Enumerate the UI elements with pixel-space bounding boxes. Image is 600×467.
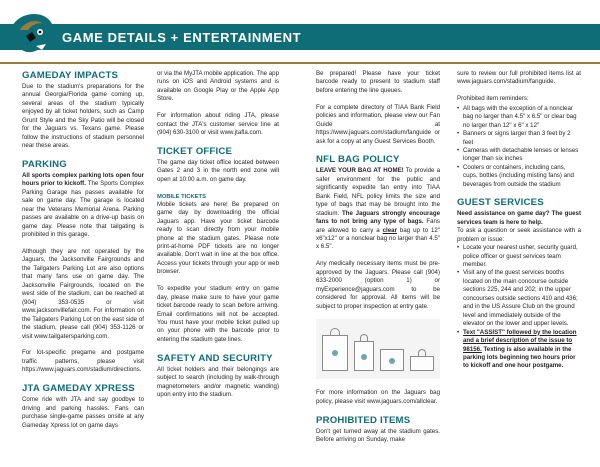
parking-garage-text: The Sports Complex Parking Garage has passes available for sale on game day. The garage is located near the Veterans Memorial Arena. Parking passes are available on a drive-up basis on game day. Please note that tailgating is prohibited in this garage. bbox=[22, 180, 144, 239]
guest-services-intro: Need assistance on game day? The guest services team is here to help. bbox=[457, 210, 581, 226]
list-item: • Locate your nearest usher, security guard, police officer or guest services team member. bbox=[457, 244, 581, 269]
clear-freezer-bag-image bbox=[380, 349, 404, 371]
page-header bbox=[0, 0, 600, 60]
header-divider bbox=[0, 62, 600, 64]
clear-backpack-image bbox=[354, 341, 374, 371]
ticket-office-text: The game day ticket office located between Gates 2 and 3 in the north end zone will open at 10:00 a.m. on game day. bbox=[157, 158, 279, 183]
guest-services-heading: GUEST SERVICES bbox=[457, 197, 544, 209]
jta-xpress-heading: JTA GAMEDAY XPRESS bbox=[22, 383, 135, 395]
nfl-bag-policy-text bbox=[316, 167, 440, 252]
medically-necessary-text: Any medically necessary items must be pre-approved by the Jaguars. Please call (904) 633-2000 (option 1) or myExperience@jaguars.com to be considered for approval. All items will be subject to proper inspection at entry gate. bbox=[316, 260, 440, 310]
gameday-impacts-text: Due to the stadium's preparations for the annual Georgia/Florida game coming up, several areas of the stadium typically enjoyed by all ticket holders, such as Camp Grunt Style and the Sky Patio will be closed for the Jaguars vs. Texans game. Please follow the instructions of stadium personnel near these areas. bbox=[22, 83, 144, 150]
column-3 bbox=[316, 70, 440, 453]
parking-text bbox=[22, 172, 144, 240]
page-title: GAME DETAILS + ENTERTAINMENT bbox=[62, 30, 302, 45]
jta-xpress-text: Come ride with JTA and say goodbye to driving and parking hassles. Fans can purchase single-game passes onsite at any Gameday Xpress lot on game days bbox=[22, 396, 144, 429]
mobile-tickets-heading: MOBILE TICKETS bbox=[157, 193, 206, 200]
safety-security-heading: SAFETY AND SECURITY bbox=[157, 352, 273, 364]
list-item: • Cameras with detachable lenses or lenses longer than six inches bbox=[457, 147, 581, 164]
guest-services-list bbox=[457, 244, 581, 371]
list-item bbox=[457, 329, 581, 371]
clear-word: clear bbox=[382, 226, 397, 234]
parking-heading: PARKING bbox=[22, 159, 67, 171]
prohibited-items-text: Don't get turned away at the stadium gates. Before arriving on Sunday, make bbox=[316, 427, 440, 444]
bag-policy-body: To provide a safer environment for the public and significantly expedite fan entry into TIAA Bank Field, NFL policy limits the size and type of bags that may be brought into the stadium. bbox=[316, 167, 440, 217]
guest-services-text: To ask a question or seek assistance with a problem or issue: bbox=[457, 227, 581, 243]
column-1 bbox=[22, 70, 144, 438]
prohibited-reminders-label: Prohibited item reminders: bbox=[457, 95, 529, 103]
ticket-office-heading: TICKET OFFICE bbox=[157, 145, 233, 157]
leave-bag-note: LEAVE YOUR BAG AT HOME! bbox=[316, 167, 404, 175]
bag-size-text: bag up to 12" x6"x12" or a nonclear bag no larger than 4.5" x 6.5". bbox=[316, 226, 440, 251]
prohibited-items-heading: PROHIBITED ITEMS bbox=[316, 414, 411, 426]
bag-allowance-text: Fans are allowed to carry a bbox=[316, 218, 440, 234]
jta-contact-text: For information about riding JTA, please contact the JTA's customer service line at (904) 630-3100 or visit www.jtafla.com. bbox=[157, 112, 279, 137]
mobile-entry-text: To expedite your stadium entry on game day, please make sure to have your game ticket barcode ready to scan before arriving. Email confirmations will not be accepted. You must have your mobile ticket pulled up on your phone with the barcode prior to entering the stadium gate lines. bbox=[157, 285, 279, 343]
clear-tote-bag-image bbox=[322, 335, 348, 371]
parking-hours-note: All sports complex parking lots open four hours prior to kickoff. bbox=[22, 172, 144, 188]
safety-security-text: All ticket holders and their belongings are subject to search (including by walk-through magnetometers and/or magnetic wanding) upon entry into the stadium. bbox=[157, 365, 279, 399]
mobile-tickets-text: Mobile tickets are here! Be prepared on game day by downloading the official Jaguars app. Have your ticket barcode ready to scan directly from your mobile phone at the stadium gates. Please note print-at-home PDF tickets are no longer available. Don't wait in line at the box office. Access your tickets through your app or web browser. bbox=[157, 200, 279, 276]
list-item: • Coolers or containers, including cans, cups, bottles (including misting fans) and beverages from outside the stadium bbox=[457, 164, 581, 189]
approved-bags-illustration bbox=[316, 319, 440, 379]
prohibited-list-link-text: sure to review our full prohibited items list at www.jaguars.com/stadium/fanguide. bbox=[457, 70, 581, 86]
column-2 bbox=[157, 70, 279, 408]
list-item: • Visit any of the guest services booths located on the main concourse outside sections 225, 244 and 202; in the upper concourses outside sections 410 and 436; and in the US Assure Club on the ground level and immediately outside of the elevator on the lower and upper levels. bbox=[457, 269, 581, 328]
prohibited-items-list bbox=[457, 105, 581, 190]
list-item: • Banners or signs larger than 3 feet by 2 feet bbox=[457, 130, 581, 147]
bag-policy-more-info-text: For more information on the Jaguars bag policy, please visit www.jaguars.com/allclear. bbox=[316, 389, 440, 405]
text-assist-instruction: Text "ASSIST" followed by the location and a brief description of the issue to 98156. bbox=[463, 328, 577, 353]
text-assist-availability: Texting is also available in the parking lots beginning two hours prior to kickoff and one hour postgame. bbox=[463, 345, 576, 370]
list-item: • All bags with the exception of a nonclear bag no larger than 4.5" x 6.5" or clear bag no larger than 12" x 6" x 12" bbox=[457, 105, 581, 130]
be-prepared-text: Be prepared! Please have your ticket barcode ready to present to stadium staff before entering the line queues. bbox=[316, 70, 440, 94]
small-clutch-image bbox=[410, 356, 434, 371]
jaguar-head-logo-icon bbox=[6, 8, 58, 58]
fan-guide-text: For a complete directory of TIAA Bank Field policies and information, please view our Fan Guide at https://www.jaguars.com/stadium/fanguide or ask for a copy at any Guest Services Booth. bbox=[316, 103, 440, 145]
jta-app-text: or via the MyJTA mobile application. The app runs on iOS and Android systems and is available on Google Play or the Apple App Store. bbox=[157, 70, 279, 103]
parking-traffic-text: For lot-specific pregame and postgame traffic patterns, please visit https://www.jaguars.com/stadium/directions. bbox=[22, 349, 144, 374]
column-4 bbox=[457, 70, 581, 377]
gameday-impacts-heading: GAMEDAY IMPACTS bbox=[22, 70, 119, 81]
parking-fairgrounds-text: Although they are not operated by the Jaguars, the Jacksonville Fairgrounds and the Tailgaters Parking Lot are also options that many fans use on game day. The Jacksonville Fairgrounds, located on the west side of the stadium, can be reached at (904) 353-0535 or visit www.jacksonvillefair.com. For information on the Tailgaters Parking Lot on the east side of the stadium, please call (904) 353-1126 or visit www.tailgatersparking.com. bbox=[22, 248, 144, 340]
no-bags-note: The Jaguars strongly encourage fans to not bring any type of bags. bbox=[316, 209, 440, 226]
nfl-bag-policy-heading: NFL BAG POLICY bbox=[316, 154, 400, 166]
